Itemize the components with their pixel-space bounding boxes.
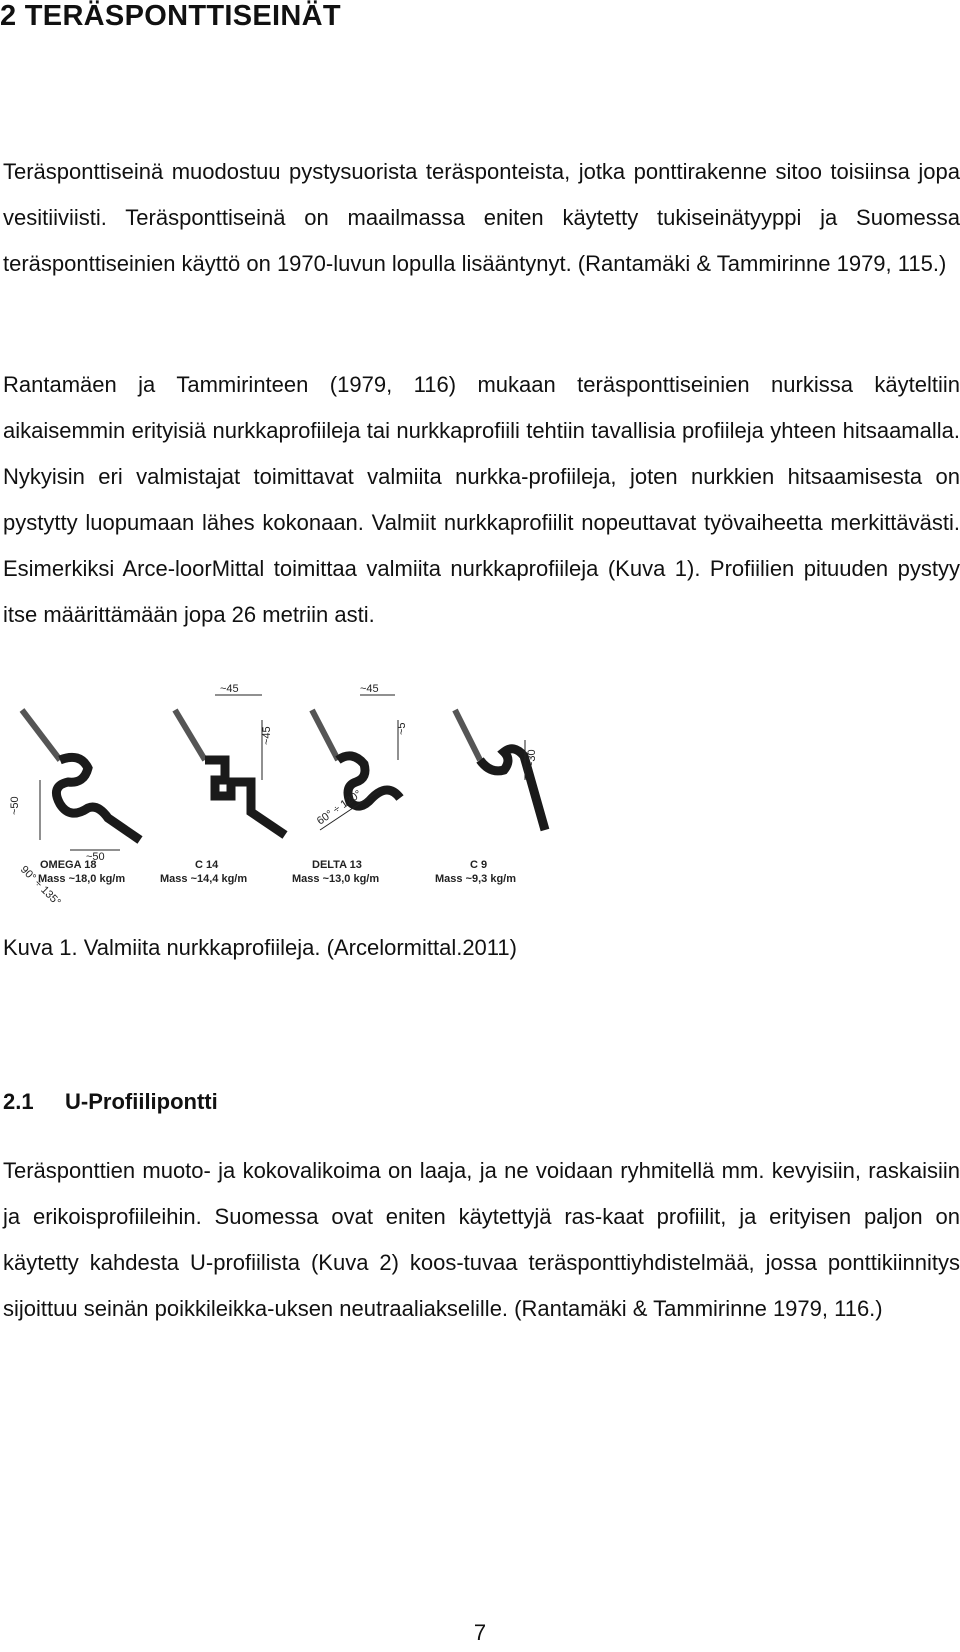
- profile-mass-c-14: Mass ~14,4 kg/m: [160, 873, 248, 885]
- page-number: 7: [473, 1620, 487, 1645]
- figure-profile-labels: [38, 859, 516, 885]
- page-heading: 2 TERÄSPONTTISEINÄT: [0, 0, 341, 32]
- section-heading: [3, 1089, 218, 1115]
- dim-label: ~45: [261, 726, 273, 745]
- profile-name-omega-18: OMEGA 18: [40, 859, 97, 871]
- profile-name-c-9: C 9: [470, 859, 488, 871]
- profile-mass-delta-13: Mass ~13,0 kg/m: [292, 873, 380, 885]
- profile-name-c-14: C 14: [195, 859, 219, 871]
- section-title: U-Profiilipontti: [65, 1089, 218, 1114]
- paragraph-intro: Teräsponttiseinä muodostuu pystysuorista teräsponteista, jotka ponttirakenne sitoo toisiinsa jopa vesitiiviisti. Teräsponttiseinä on maailmassa eniten käytetty tukiseinätyyppi ja Suomessa teräsponttiseinien käyttö on 1970-luvun lopulla lisääntynyt. (Rantamäki & Tammirinne 1979, 115.): [3, 159, 960, 276]
- dim-label: ~45: [220, 683, 239, 695]
- profile-mass-c-9: Mass ~9,3 kg/m: [435, 873, 517, 885]
- c-14-drawing: [175, 695, 285, 835]
- dim-label: 90° ÷ 135°: [17, 863, 63, 909]
- dim-label: ~50: [86, 851, 105, 863]
- paragraph-u-profile: Teräsponttien muoto- ja kokovalikoima on laaja, ja ne voidaan ryhmitellä mm. kevyisiin, raskaisiin ja erikoisprofiileihin. Suomessa ovat eniten käytettyjä ras-kaat profiilit, ja erityisen paljon on käytetty kahdesta U-profiilista (Kuva 2) koos-tuvaa teräsponttiyhdistelmää, jossa ponttikiinnitys sijoittuu seinän poikkileikka-uksen neutraaliakselille. (Rantamäki & Tammirinne 1979, 116.): [3, 1158, 960, 1321]
- dim-label: ~45: [360, 683, 379, 695]
- section-number: 2.1: [3, 1089, 34, 1114]
- omega-18-drawing: [22, 710, 140, 850]
- paragraph-corner-profiles: Rantamäen ja Tammirinteen (1979, 116) mukaan teräsponttiseinien nurkissa käyteltiin aikaisemmin erityisiä nurkkaprofiileja tai nurkkaprofiili tehtiin tavallisia profiileja yhteen hitsaamalla. Nykyisin eri valmistajat toimittavat valmiita nurkka-profiileja, joten nurkkien hitsaamisesta on pystytty luopumaan lähes kokonaan. Valmiit nurkkaprofiilit nopeuttavat työvaiheetta merkittävästi. Esimerkiksi Arce-loorMittal toimittaa valmiita nurkkaprofiileja (Kuva 1). Profiilien pituuden pystyy itse määrittämään jopa 26 metriin asti.: [3, 372, 960, 627]
- profile-name-delta-13: DELTA 13: [312, 859, 362, 871]
- dim-label: ~5: [396, 722, 408, 735]
- figure-caption: Kuva 1. Valmiita nurkkaprofiileja. (Arcelormittal.2011): [3, 935, 517, 960]
- dim-label: 60° ÷ 120°: [314, 788, 364, 828]
- dim-label: ~50: [9, 796, 21, 815]
- dim-label: ~30: [526, 749, 538, 768]
- c-9-drawing: [455, 710, 545, 830]
- corner-profiles-figure: [0, 683, 960, 909]
- profile-mass-omega-18: Mass ~18,0 kg/m: [38, 873, 126, 885]
